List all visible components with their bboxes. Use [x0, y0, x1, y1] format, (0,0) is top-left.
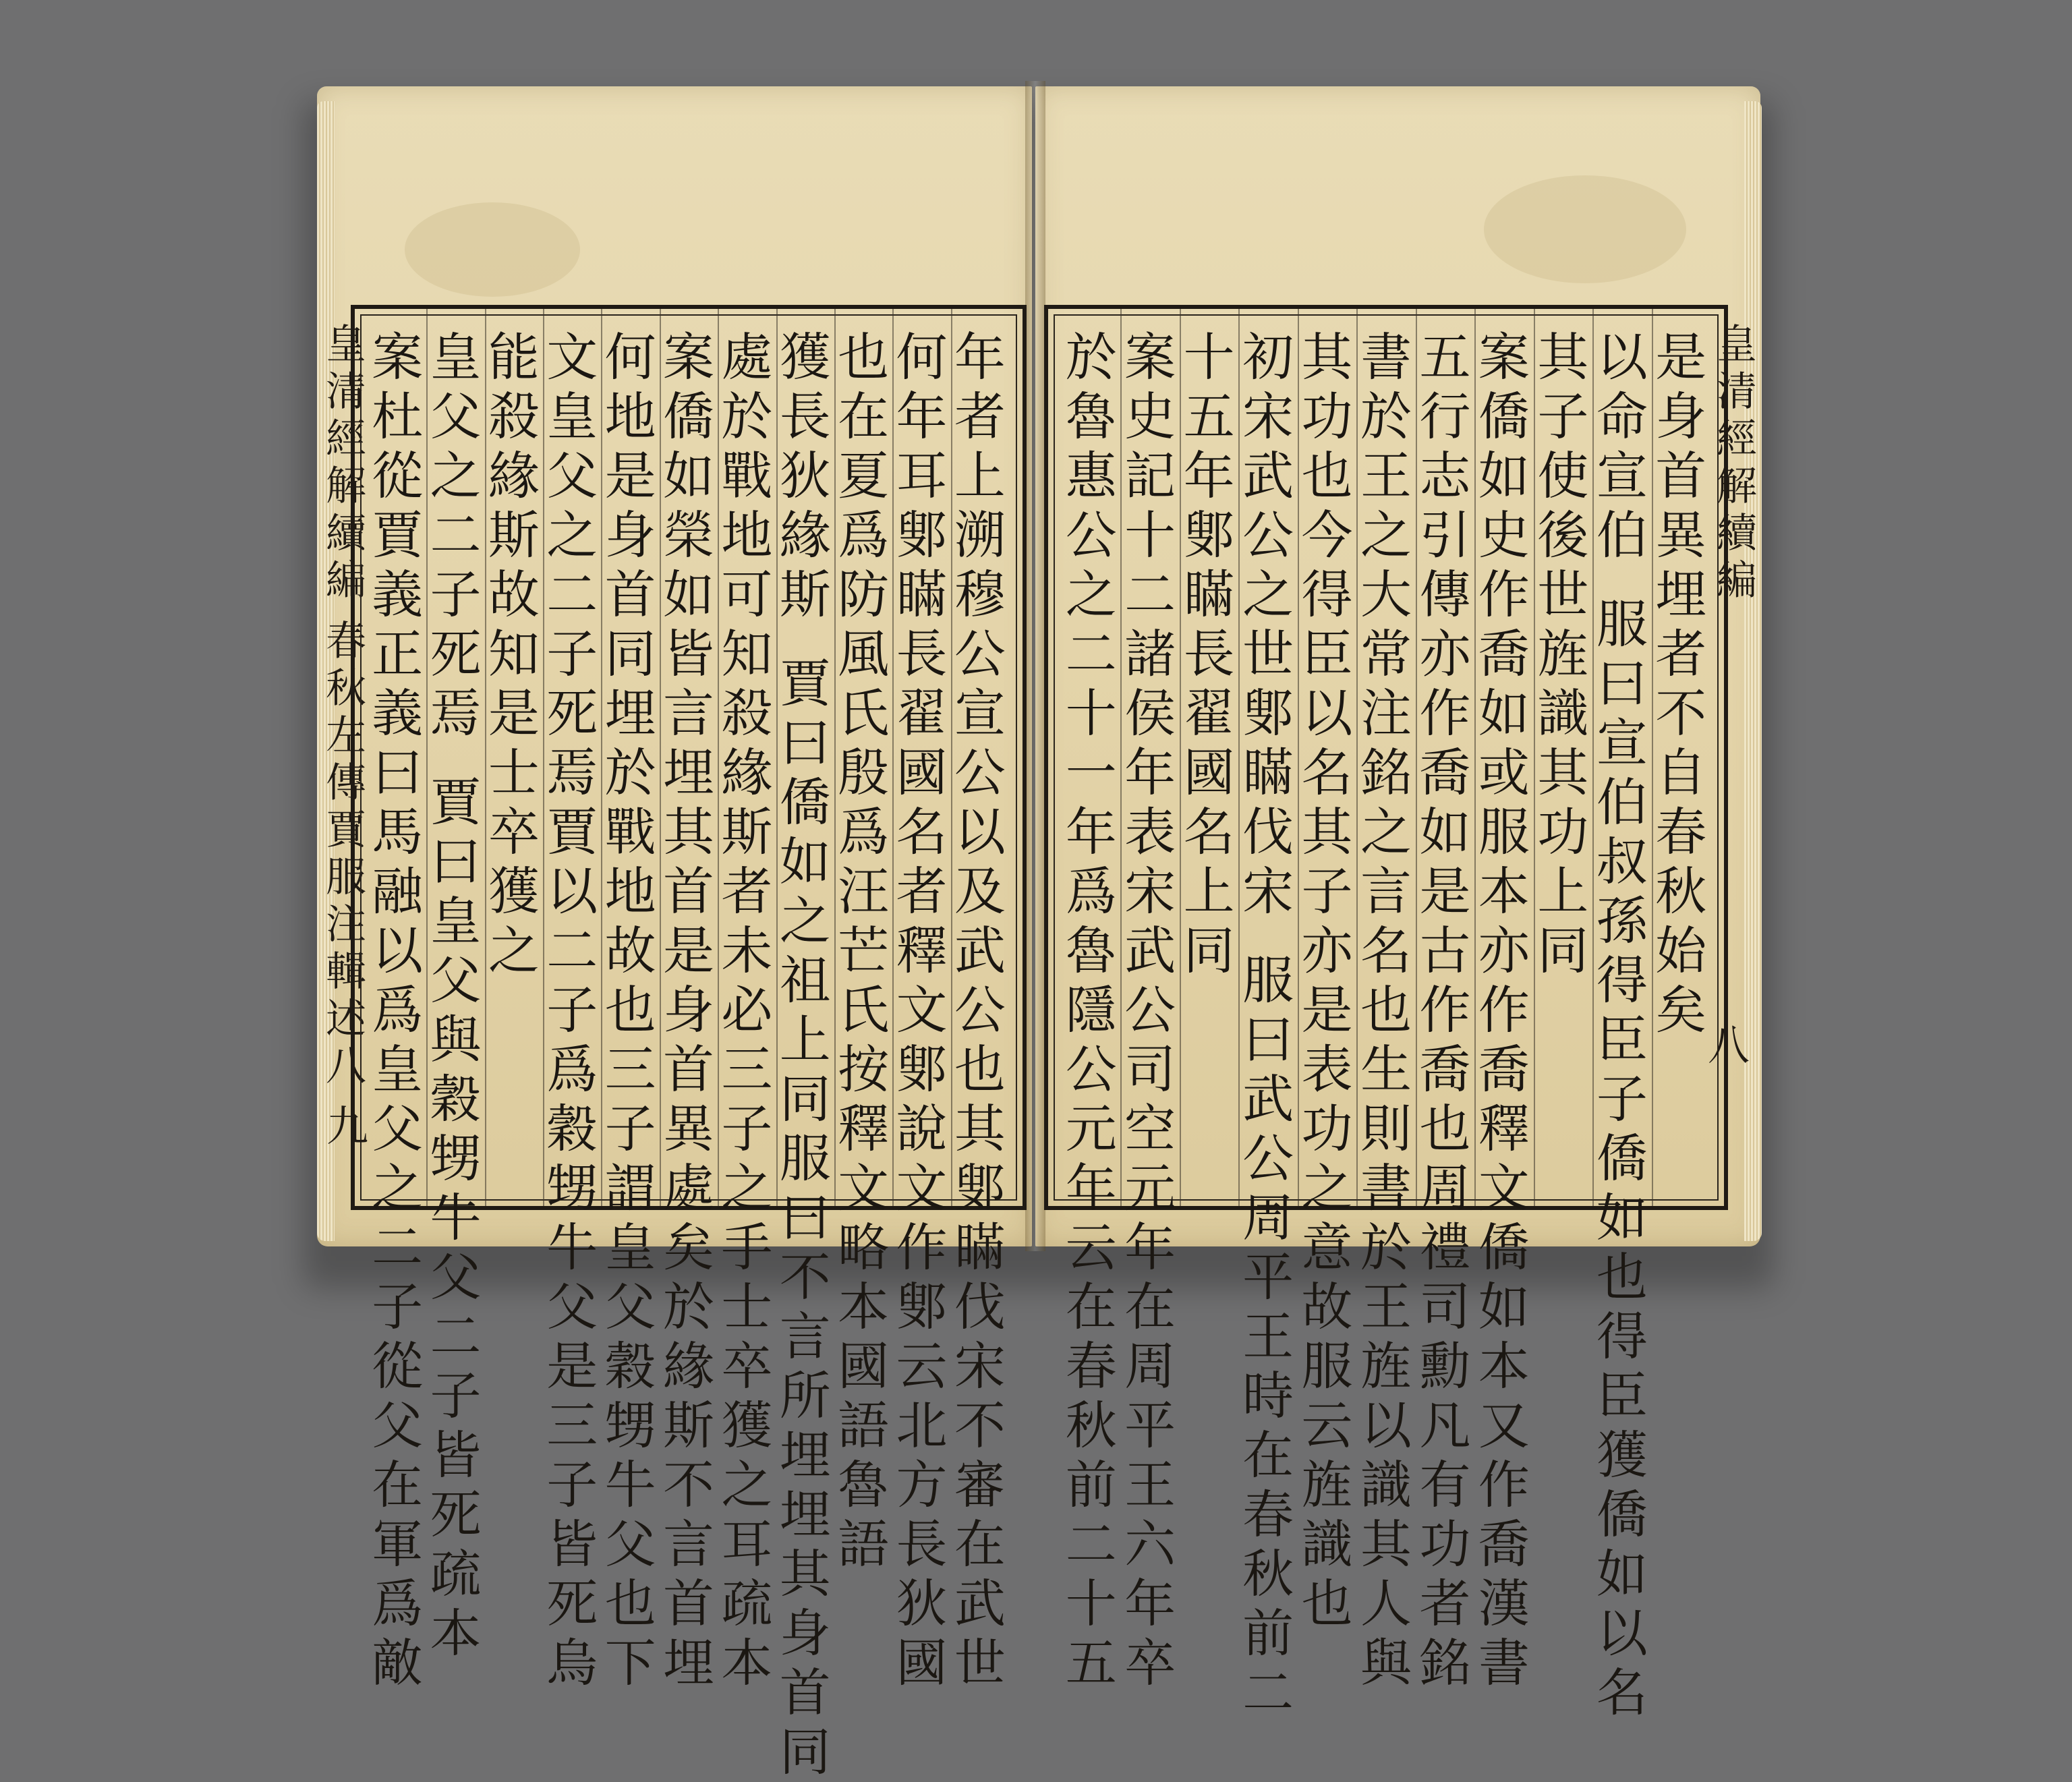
- left-text-column: 何 地 是 身 首 同 埋 於 戰 地 故 也 三 子 謂 皇 父 穀 甥 牛 父 也 下: [604, 327, 656, 1693]
- margin-char: 清: [1717, 368, 1757, 415]
- paper-stain: [1484, 175, 1686, 283]
- margin-char: 經: [326, 415, 366, 463]
- paper-stain: [405, 202, 580, 297]
- margin-char: 經: [1717, 415, 1757, 463]
- left-text-column: 皇 父 之 二 子 死 焉 賈 曰 皇 父 與 穀 甥 牛 父 二 子 皆 死 疏 本: [430, 327, 482, 1663]
- margin-char: 述: [326, 996, 366, 1043]
- margin-char: 續: [326, 510, 366, 557]
- left-text-column: 案 僑 如 榮 如 皆 言 埋 其 首 是 身 首 異 處 矣 於 緣 斯 不 言 首 埋: [663, 327, 714, 1693]
- right-text-column: 以 命 宣 伯 服 曰 宣 伯 叔 孫 得 臣 子 僑 如 也 得 臣 獲 僑 如 以 名: [1596, 327, 1648, 1723]
- margin-char: 解: [326, 463, 366, 510]
- left-page-number: 九: [326, 1101, 369, 1151]
- margin-char: 春: [326, 618, 366, 665]
- left-text-column: 處 於 戰 地 可 知 殺 緣 斯 者 未 必 三 子 之 手 士 卒 獲 之 耳 疏 本: [721, 327, 773, 1693]
- right-text-column: 書 於 王 之 大 常 注 銘 之 言 名 也 生 則 書 於 王 旌 以 識 其 人 與: [1360, 327, 1412, 1693]
- right-text-frame: [1044, 305, 1728, 1723]
- margin-char: 清: [326, 368, 366, 415]
- right-text-column: 案 史 記 十 二 諸 侯 年 表 宋 武 公 司 空 元 年 在 周 平 王 六 年 卒: [1124, 327, 1176, 1693]
- margin-char: 傳: [326, 759, 366, 807]
- right-text-column: 於 魯 惠 公 之 二 十 一 年 爲 魯 隱 公 元 年 云 在 春 秋 前 二 十 五: [1065, 327, 1117, 1693]
- left-text-frame: [351, 305, 1027, 1782]
- right-text-column: 初 宋 武 公 之 世 鄋 瞞 伐 宋 服 曰 武 公 周 平 王 時 在 春 秋 前 二: [1242, 327, 1294, 1723]
- left-text-column: 能 殺 緣 斯 故 知 是 士 卒 獲 之: [488, 327, 540, 981]
- right-margin-title: [1713, 321, 1760, 604]
- left-text-column: 獲 長 狄 緣 斯 賈 曰 僑 如 之 祖 上 同 服 曰 不 言 所 埋 埋 其 身 首 同: [779, 327, 831, 1782]
- right-text-column: 其 功 也 今 得 臣 以 名 其 子 亦 是 表 功 之 意 故 服 云 旌 識 也: [1301, 327, 1353, 1634]
- right-text-column: 其 子 使 後 世 旌 識 其 功 上 同: [1537, 327, 1589, 981]
- book-gutter: [1025, 81, 1045, 1251]
- margin-char: 服: [326, 854, 366, 901]
- right-text-column: 是 身 首 異 埋 者 不 自 春 秋 始 矣: [1655, 327, 1707, 1040]
- right-margin-title-text: [1717, 321, 1757, 604]
- margin-char: 編: [326, 557, 366, 604]
- margin-char: 皇: [326, 321, 366, 368]
- left-text-column: 何 年 耳 鄋 瞞 長 翟 國 名 者 釋 文 鄋 說 文 作 鄋 云 北 方 長 狄 國: [896, 327, 948, 1693]
- margin-char: 注: [326, 901, 366, 948]
- margin-char: 秋: [326, 665, 366, 712]
- left-text-column: 文 皇 父 之 二 子 死 焉 賈 以 二 子 爲 穀 甥 牛 父 是 三 子 皆 死 烏: [546, 327, 598, 1693]
- margin-char: 解: [1717, 463, 1757, 510]
- margin-char: 八: [326, 1043, 366, 1090]
- margin-char: 輯: [326, 948, 366, 996]
- right-text-column: 十 五 年 鄋 瞞 長 翟 國 名 上 同: [1183, 327, 1235, 981]
- right-text-column: 案 僑 如 史 作 喬 如 或 服 本 亦 作 喬 釋 文 僑 如 本 又 作 喬 漢 書: [1478, 327, 1530, 1693]
- margin-char: 續: [1717, 510, 1757, 557]
- right-page-number: 八: [1708, 1021, 1750, 1070]
- left-text-column: 案 杜 從 賈 義 正 義 曰 馬 融 以 爲 皇 父 之 二 子 從 父 在 軍 爲 敵: [372, 327, 424, 1693]
- margin-char: 編: [1717, 557, 1757, 604]
- left-text-column: 也 在 夏 爲 防 風 氏 殷 爲 汪 芒 氏 按 釋 文 略 本 國 語 魯 語: [838, 327, 890, 1574]
- left-text-column: 年 者 上 溯 穆 公 宣 公 以 及 武 公 也 其 鄋 瞞 伐 宋 不 審 在 武 世: [954, 327, 1006, 1693]
- margin-char: 左: [326, 712, 366, 759]
- margin-char: 賈: [326, 807, 366, 854]
- right-text-column: 五 行 志 引 傳 亦 作 喬 如 是 古 作 喬 也 周 禮 司 勳 凡 有 功 者 銘: [1419, 327, 1471, 1693]
- margin-char: 皇: [1717, 321, 1757, 368]
